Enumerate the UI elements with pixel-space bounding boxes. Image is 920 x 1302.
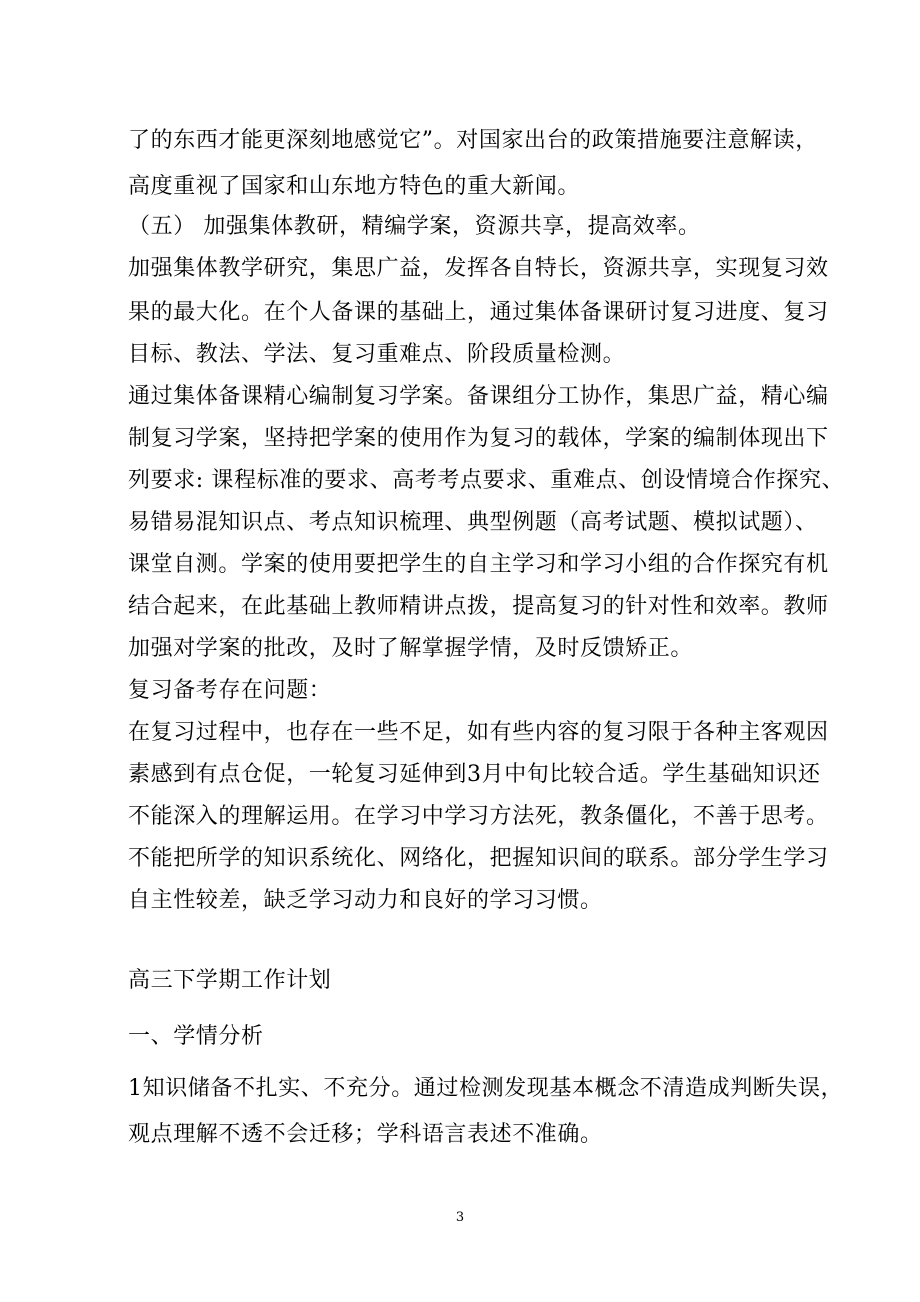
text-line: 易错易混知识点、考点知识梳理、典型例题（高考试题、模拟试题）、 [128,510,818,535]
text-line: 了的东西才能更深刻地感觉它”。对国家出台的政策措施要注意解读， [128,128,818,153]
section-heading: （五） 加强集体教研，精编学案，资源共享，提高效率。 [128,214,701,239]
text-line: 不能深入的理解运用。在学习中学习方法死，教条僵化，不善于思考。 [128,804,829,829]
text-line: 通过集体备课精心编制复习学案。备课组分工协作，集思广益，精心编 [128,384,829,409]
text-line: 复习备考存在问题： [128,678,332,703]
text-line: 1知识储备不扎实、不充分。通过检测发现基本概念不清造成判断失误， [128,1076,844,1101]
text-line: 自主性较差，缺乏学习动力和良好的学习习惯。 [128,888,603,913]
text-line: 列要求: 课程标准的要求、高考考点要求、重难点、创设情境合作探究、 [128,468,845,493]
text-line: 加强对学案的批改，及时了解掌握学情，及时反馈矫正。 [128,636,694,661]
page-number: 3 [455,1210,465,1225]
text-line: 制复习学案，坚持把学案的使用作为复习的载体，学案的编制体现出下 [128,426,829,451]
text-line: 果的最大化。在个人备课的基础上，通过集体备课研讨复习进度、复习 [128,300,829,325]
text-line: 加强集体教学研究，集思广益，发挥各自特长，资源共享，实现复习效 [128,256,829,281]
section-heading: 一、学情分析 [128,1024,264,1049]
text-line: 素感到有点仓促，一轮复习延伸到3月中旬比较合适。学生基础知识还 [128,762,821,787]
section-title: 高三下学期工作计划 [128,968,332,993]
text-line: 目标、教法、学法、复习重难点、阶段质量检测。 [128,342,626,367]
text-line: 在复习过程中，也存在一些不足，如有些内容的复习限于各种主客观因 [128,720,829,745]
text-line: 不能把所学的知识系统化、网络化，把握知识间的联系。部分学生学习 [128,846,829,871]
text-line: 观点理解不透不会迁移；学科语言表述不准确。 [128,1122,603,1147]
text-line: 课堂自测。学案的使用要把学生的自主学习和学习小组的合作探究有机 [128,552,829,577]
text-line: 结合起来，在此基础上教师精讲点拨，提高复习的针对性和效率。教师 [128,594,829,619]
text-line: 高度重视了国家和山东地方特色的重大新闻。 [128,174,581,199]
